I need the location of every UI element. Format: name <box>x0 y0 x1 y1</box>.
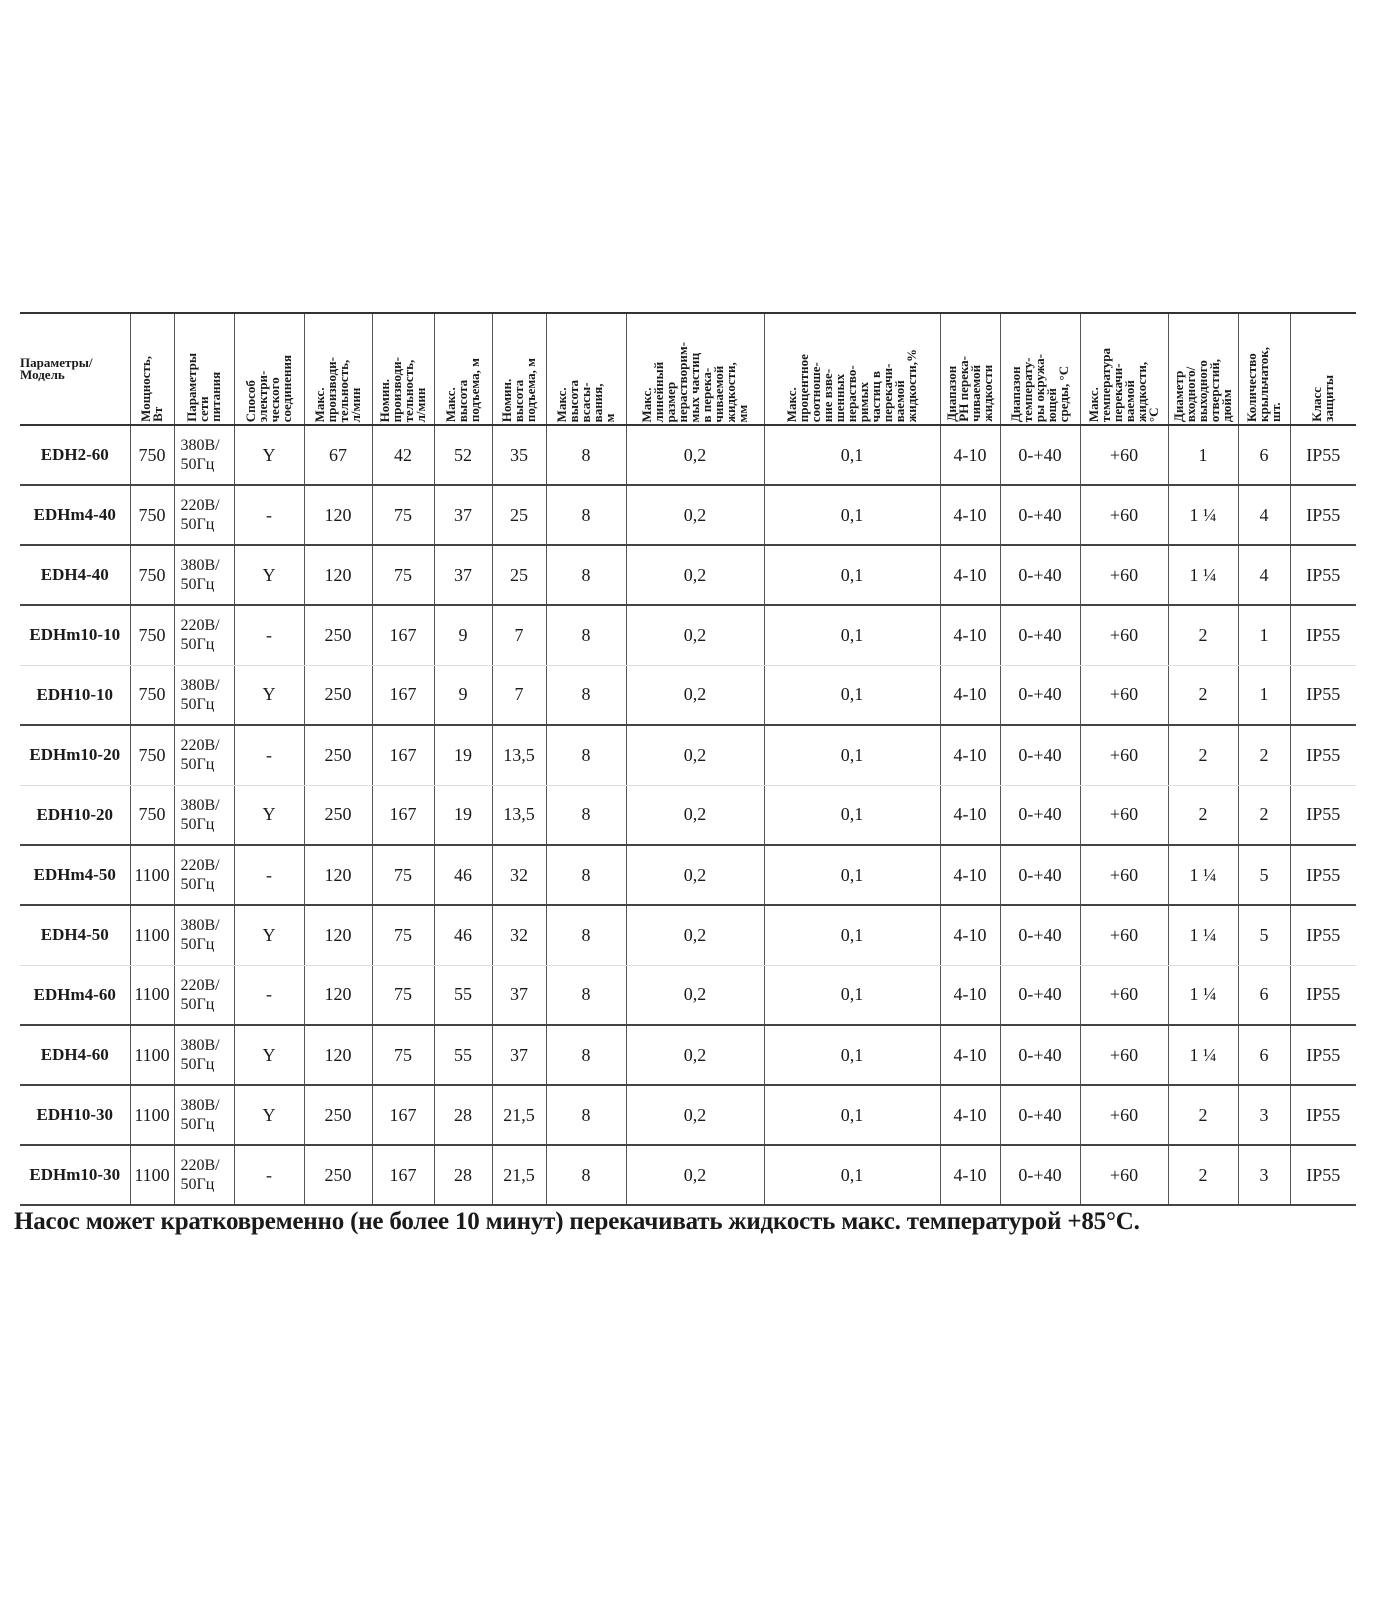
cell-conn: - <box>234 965 304 1025</box>
cell-tliq: +60 <box>1080 905 1168 965</box>
cell-ip: IP55 <box>1290 1085 1356 1145</box>
cell-qnom: 167 <box>372 605 434 665</box>
cell-particle: 0,2 <box>626 1085 764 1145</box>
header-ambient-temp: Диапазон температу- ры окружа- ющей среды, °С <box>1000 313 1080 425</box>
cell-supply: 220В/ 50Гц <box>174 725 234 785</box>
cell-percent: 0,1 <box>764 1085 940 1145</box>
cell-hmax: 55 <box>434 1025 492 1085</box>
cell-tliq: +60 <box>1080 1085 1168 1145</box>
table-row <box>20 1145 1356 1205</box>
cell-qmax: 250 <box>304 665 372 725</box>
cell-model: EDHm10-20 <box>20 725 130 785</box>
cell-qmax: 120 <box>304 545 372 605</box>
header-model: Параметры/ Модель <box>20 313 130 425</box>
cell-diam: 1 ¼ <box>1168 905 1238 965</box>
cell-ip: IP55 <box>1290 605 1356 665</box>
cell-tamb: 0-+40 <box>1000 425 1080 485</box>
cell-hmax: 37 <box>434 485 492 545</box>
cell-diam: 1 <box>1168 425 1238 485</box>
cell-power: 750 <box>130 725 174 785</box>
cell-suction: 8 <box>546 1025 626 1085</box>
cell-power: 1100 <box>130 845 174 905</box>
cell-hmax: 9 <box>434 665 492 725</box>
cell-hnom: 21,5 <box>492 1145 546 1205</box>
cell-percent: 0,1 <box>764 545 940 605</box>
cell-ip: IP55 <box>1290 905 1356 965</box>
cell-tamb: 0-+40 <box>1000 845 1080 905</box>
cell-diam: 2 <box>1168 1085 1238 1145</box>
cell-suction: 8 <box>546 665 626 725</box>
cell-model: EDHm4-40 <box>20 485 130 545</box>
table-row <box>20 845 1356 905</box>
cell-hnom: 7 <box>492 605 546 665</box>
cell-ph: 4-10 <box>940 1025 1000 1085</box>
cell-ph: 4-10 <box>940 425 1000 485</box>
cell-qnom: 167 <box>372 665 434 725</box>
cell-tliq: +60 <box>1080 485 1168 545</box>
table-row <box>20 1085 1356 1145</box>
cell-diam: 2 <box>1168 725 1238 785</box>
cell-power: 1100 <box>130 1085 174 1145</box>
cell-particle: 0,2 <box>626 665 764 725</box>
cell-conn: Y <box>234 665 304 725</box>
cell-particle: 0,2 <box>626 425 764 485</box>
cell-ip: IP55 <box>1290 425 1356 485</box>
cell-qmax: 250 <box>304 1085 372 1145</box>
cell-ph: 4-10 <box>940 785 1000 845</box>
cell-tliq: +60 <box>1080 1145 1168 1205</box>
cell-diam: 1 ¼ <box>1168 485 1238 545</box>
cell-qmax: 120 <box>304 485 372 545</box>
cell-model: EDH4-60 <box>20 1025 130 1085</box>
cell-qmax: 67 <box>304 425 372 485</box>
cell-particle: 0,2 <box>626 845 764 905</box>
cell-conn: - <box>234 1145 304 1205</box>
cell-particle: 0,2 <box>626 905 764 965</box>
cell-impellers: 3 <box>1238 1085 1290 1145</box>
cell-diam: 2 <box>1168 605 1238 665</box>
cell-model: EDH10-10 <box>20 665 130 725</box>
cell-impellers: 4 <box>1238 545 1290 605</box>
cell-hmax: 52 <box>434 425 492 485</box>
header-liquid-temp: Макс. температура перекачи- ваемой жидкости, °С <box>1080 313 1168 425</box>
cell-qmax: 250 <box>304 605 372 665</box>
cell-diam: 1 ¼ <box>1168 1025 1238 1085</box>
footnote: Насос может кратковременно (не более 10 минут) перекачивать жидкость макс. температурой +85°С. <box>14 1208 1140 1235</box>
cell-particle: 0,2 <box>626 785 764 845</box>
table-row <box>20 425 1356 485</box>
cell-hnom: 13,5 <box>492 785 546 845</box>
header-nom-head: Номин. высота подъема, м <box>492 313 546 425</box>
cell-ph: 4-10 <box>940 1085 1000 1145</box>
cell-power: 750 <box>130 665 174 725</box>
cell-supply: 380В/ 50Гц <box>174 905 234 965</box>
cell-conn: - <box>234 485 304 545</box>
cell-tamb: 0-+40 <box>1000 965 1080 1025</box>
cell-conn: Y <box>234 1085 304 1145</box>
cell-particle: 0,2 <box>626 1025 764 1085</box>
cell-hnom: 7 <box>492 665 546 725</box>
cell-diam: 1 ¼ <box>1168 965 1238 1025</box>
cell-ip: IP55 <box>1290 725 1356 785</box>
cell-qnom: 167 <box>372 1145 434 1205</box>
cell-qmax: 250 <box>304 725 372 785</box>
cell-qnom: 75 <box>372 485 434 545</box>
cell-ph: 4-10 <box>940 1145 1000 1205</box>
cell-power: 1100 <box>130 1145 174 1205</box>
cell-tamb: 0-+40 <box>1000 725 1080 785</box>
cell-percent: 0,1 <box>764 1025 940 1085</box>
cell-qnom: 167 <box>372 1085 434 1145</box>
cell-particle: 0,2 <box>626 965 764 1025</box>
cell-impellers: 6 <box>1238 1025 1290 1085</box>
table-row <box>20 965 1356 1025</box>
cell-conn: Y <box>234 1025 304 1085</box>
cell-conn: - <box>234 725 304 785</box>
cell-power: 1100 <box>130 905 174 965</box>
cell-conn: Y <box>234 905 304 965</box>
cell-ph: 4-10 <box>940 725 1000 785</box>
table-row <box>20 485 1356 545</box>
cell-suction: 8 <box>546 545 626 605</box>
cell-tliq: +60 <box>1080 965 1168 1025</box>
cell-tliq: +60 <box>1080 785 1168 845</box>
cell-qmax: 120 <box>304 1025 372 1085</box>
cell-hnom: 13,5 <box>492 725 546 785</box>
cell-ip: IP55 <box>1290 1025 1356 1085</box>
cell-qnom: 167 <box>372 725 434 785</box>
cell-tamb: 0-+40 <box>1000 665 1080 725</box>
table-row <box>20 545 1356 605</box>
cell-ip: IP55 <box>1290 545 1356 605</box>
header-particle-size: Макс. линейный размер нерастворим- мых частиц в перека- чиваемой жидкости, мм <box>626 313 764 425</box>
cell-ph: 4-10 <box>940 605 1000 665</box>
cell-percent: 0,1 <box>764 785 940 845</box>
cell-power: 750 <box>130 485 174 545</box>
cell-power: 750 <box>130 425 174 485</box>
header-diameter: Диаметр входного/ выходного отверстий, дюйм <box>1168 313 1238 425</box>
cell-suction: 8 <box>546 425 626 485</box>
cell-conn: Y <box>234 425 304 485</box>
table-row <box>20 725 1356 785</box>
cell-model: EDHm4-60 <box>20 965 130 1025</box>
cell-ph: 4-10 <box>940 965 1000 1025</box>
header-suction: Макс. высота всасы- вания, м <box>546 313 626 425</box>
cell-impellers: 5 <box>1238 845 1290 905</box>
cell-ip: IP55 <box>1290 785 1356 845</box>
cell-hnom: 25 <box>492 545 546 605</box>
cell-supply: 380В/ 50Гц <box>174 665 234 725</box>
header-max-head: Макс. высота подъема, м <box>434 313 492 425</box>
cell-tamb: 0-+40 <box>1000 605 1080 665</box>
cell-hnom: 21,5 <box>492 1085 546 1145</box>
cell-impellers: 1 <box>1238 605 1290 665</box>
cell-ph: 4-10 <box>940 545 1000 605</box>
cell-qmax: 120 <box>304 845 372 905</box>
table-row <box>20 665 1356 725</box>
cell-supply: 380В/ 50Гц <box>174 425 234 485</box>
cell-tamb: 0-+40 <box>1000 545 1080 605</box>
cell-suction: 8 <box>546 605 626 665</box>
cell-supply: 380В/ 50Гц <box>174 1025 234 1085</box>
header-connection: Способ электри- ческого соединения <box>234 313 304 425</box>
cell-hmax: 19 <box>434 785 492 845</box>
cell-qnom: 42 <box>372 425 434 485</box>
cell-suction: 8 <box>546 905 626 965</box>
cell-impellers: 4 <box>1238 485 1290 545</box>
cell-conn: - <box>234 845 304 905</box>
cell-tliq: +60 <box>1080 665 1168 725</box>
cell-ip: IP55 <box>1290 1145 1356 1205</box>
cell-qmax: 250 <box>304 1145 372 1205</box>
cell-qnom: 167 <box>372 785 434 845</box>
header-ph: Диапазон PH перека- чиваемой жидкости <box>940 313 1000 425</box>
cell-diam: 1 ¼ <box>1168 545 1238 605</box>
cell-model: EDH10-20 <box>20 785 130 845</box>
header-power: Мощность, Вт <box>130 313 174 425</box>
cell-qmax: 120 <box>304 905 372 965</box>
cell-impellers: 2 <box>1238 785 1290 845</box>
table-row <box>20 605 1356 665</box>
cell-model: EDH4-40 <box>20 545 130 605</box>
cell-impellers: 1 <box>1238 665 1290 725</box>
cell-hmax: 55 <box>434 965 492 1025</box>
cell-hnom: 25 <box>492 485 546 545</box>
cell-qmax: 120 <box>304 965 372 1025</box>
cell-power: 750 <box>130 785 174 845</box>
header-particle-percent: Макс. процентное соотноше- ние взве- шенных нераство- римых частиц в перекачи- ваемой жидкости,% <box>764 313 940 425</box>
cell-tliq: +60 <box>1080 725 1168 785</box>
cell-hnom: 37 <box>492 1025 546 1085</box>
cell-tliq: +60 <box>1080 845 1168 905</box>
header-row <box>20 313 1356 425</box>
cell-impellers: 5 <box>1238 905 1290 965</box>
cell-suction: 8 <box>546 485 626 545</box>
cell-impellers: 2 <box>1238 725 1290 785</box>
cell-conn: Y <box>234 545 304 605</box>
cell-supply: 220В/ 50Гц <box>174 485 234 545</box>
cell-ph: 4-10 <box>940 905 1000 965</box>
cell-tamb: 0-+40 <box>1000 905 1080 965</box>
cell-hmax: 37 <box>434 545 492 605</box>
cell-suction: 8 <box>546 1145 626 1205</box>
cell-particle: 0,2 <box>626 725 764 785</box>
cell-impellers: 6 <box>1238 965 1290 1025</box>
cell-supply: 380В/ 50Гц <box>174 785 234 845</box>
cell-power: 750 <box>130 605 174 665</box>
cell-diam: 2 <box>1168 785 1238 845</box>
cell-hnom: 35 <box>492 425 546 485</box>
cell-qmax: 250 <box>304 785 372 845</box>
cell-tamb: 0-+40 <box>1000 485 1080 545</box>
cell-supply: 380В/ 50Гц <box>174 545 234 605</box>
cell-qnom: 75 <box>372 545 434 605</box>
header-max-flow: Макс. производи- тельность, л/мин <box>304 313 372 425</box>
table-row <box>20 1025 1356 1085</box>
cell-percent: 0,1 <box>764 965 940 1025</box>
cell-ph: 4-10 <box>940 845 1000 905</box>
cell-percent: 0,1 <box>764 425 940 485</box>
table-row <box>20 905 1356 965</box>
header-protection: Класс защиты <box>1290 313 1356 425</box>
cell-percent: 0,1 <box>764 605 940 665</box>
cell-tliq: +60 <box>1080 425 1168 485</box>
cell-tamb: 0-+40 <box>1000 1145 1080 1205</box>
cell-hmax: 28 <box>434 1085 492 1145</box>
cell-diam: 2 <box>1168 665 1238 725</box>
cell-hmax: 46 <box>434 905 492 965</box>
cell-tliq: +60 <box>1080 545 1168 605</box>
cell-conn: Y <box>234 785 304 845</box>
cell-ip: IP55 <box>1290 665 1356 725</box>
cell-hnom: 37 <box>492 965 546 1025</box>
cell-qnom: 75 <box>372 845 434 905</box>
cell-supply: 220В/ 50Гц <box>174 605 234 665</box>
cell-tliq: +60 <box>1080 1025 1168 1085</box>
cell-percent: 0,1 <box>764 725 940 785</box>
cell-model: EDH10-30 <box>20 1085 130 1145</box>
cell-supply: 220В/ 50Гц <box>174 845 234 905</box>
cell-supply: 220В/ 50Гц <box>174 1145 234 1205</box>
cell-tamb: 0-+40 <box>1000 1085 1080 1145</box>
cell-diam: 1 ¼ <box>1168 845 1238 905</box>
cell-model: EDHm10-30 <box>20 1145 130 1205</box>
cell-impellers: 6 <box>1238 425 1290 485</box>
cell-particle: 0,2 <box>626 1145 764 1205</box>
cell-tamb: 0-+40 <box>1000 1025 1080 1085</box>
cell-suction: 8 <box>546 725 626 785</box>
cell-particle: 0,2 <box>626 545 764 605</box>
cell-ph: 4-10 <box>940 665 1000 725</box>
cell-qnom: 75 <box>372 905 434 965</box>
header-supply: Параметры сети питания <box>174 313 234 425</box>
cell-tliq: +60 <box>1080 605 1168 665</box>
cell-hmax: 9 <box>434 605 492 665</box>
cell-ip: IP55 <box>1290 845 1356 905</box>
header-nom-flow: Номин. производи- тельность, л/мин <box>372 313 434 425</box>
spec-table <box>20 312 1356 1206</box>
cell-model: EDH2-60 <box>20 425 130 485</box>
cell-ph: 4-10 <box>940 485 1000 545</box>
cell-impellers: 3 <box>1238 1145 1290 1205</box>
header-impellers: Количество крыльчаток, шт. <box>1238 313 1290 425</box>
cell-conn: - <box>234 605 304 665</box>
cell-hmax: 46 <box>434 845 492 905</box>
cell-qnom: 75 <box>372 965 434 1025</box>
cell-ip: IP55 <box>1290 965 1356 1025</box>
cell-qnom: 75 <box>372 1025 434 1085</box>
cell-ip: IP55 <box>1290 485 1356 545</box>
cell-model: EDH4-50 <box>20 905 130 965</box>
cell-supply: 220В/ 50Гц <box>174 965 234 1025</box>
table-row <box>20 785 1356 845</box>
cell-percent: 0,1 <box>764 845 940 905</box>
cell-percent: 0,1 <box>764 485 940 545</box>
cell-suction: 8 <box>546 965 626 1025</box>
cell-tamb: 0-+40 <box>1000 785 1080 845</box>
cell-suction: 8 <box>546 785 626 845</box>
cell-suction: 8 <box>546 1085 626 1145</box>
cell-particle: 0,2 <box>626 485 764 545</box>
cell-hmax: 19 <box>434 725 492 785</box>
cell-percent: 0,1 <box>764 905 940 965</box>
cell-particle: 0,2 <box>626 605 764 665</box>
cell-power: 1100 <box>130 1025 174 1085</box>
cell-supply: 380В/ 50Гц <box>174 1085 234 1145</box>
cell-diam: 2 <box>1168 1145 1238 1205</box>
cell-suction: 8 <box>546 845 626 905</box>
cell-percent: 0,1 <box>764 665 940 725</box>
cell-power: 1100 <box>130 965 174 1025</box>
cell-percent: 0,1 <box>764 1145 940 1205</box>
cell-power: 750 <box>130 545 174 605</box>
cell-hnom: 32 <box>492 905 546 965</box>
cell-model: EDHm4-50 <box>20 845 130 905</box>
cell-hmax: 28 <box>434 1145 492 1205</box>
cell-hnom: 32 <box>492 845 546 905</box>
cell-model: EDHm10-10 <box>20 605 130 665</box>
table-body <box>20 425 1356 1205</box>
